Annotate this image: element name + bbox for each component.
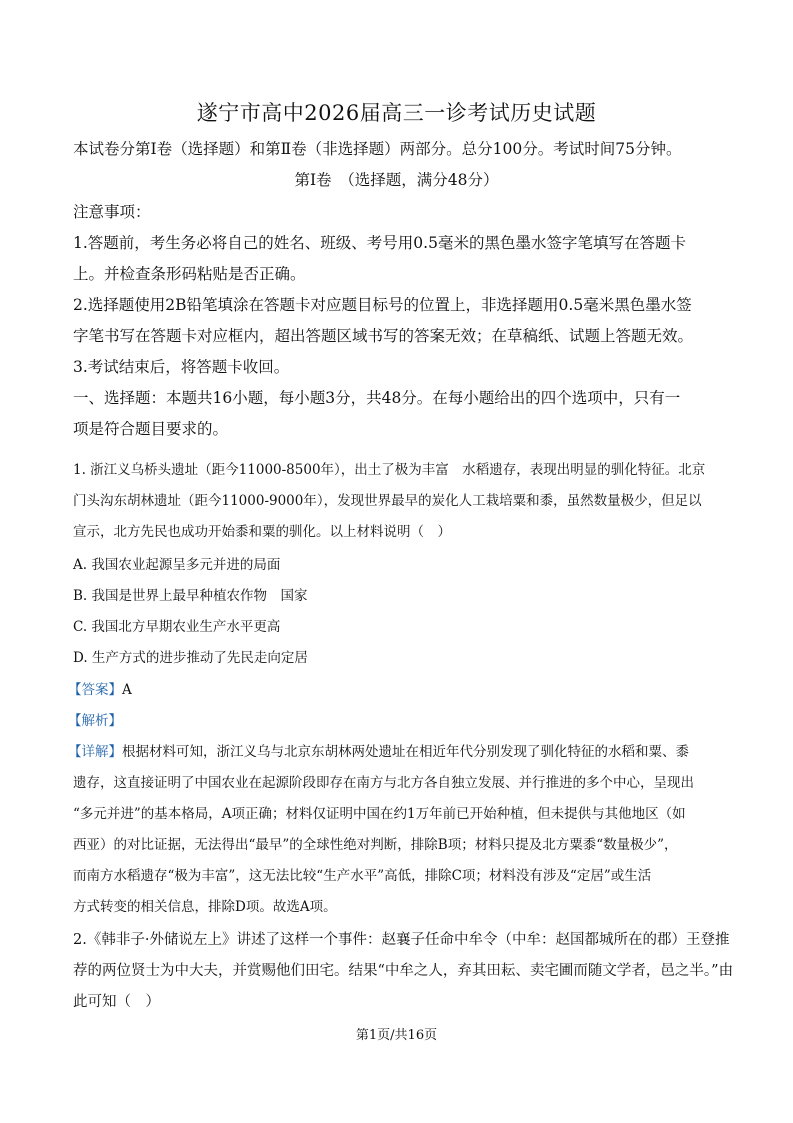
- part-one-instruction: 一、选择题：本题共16小题，每小题3分，共48分。在每小题给出的四个选项中，只有一: [73, 389, 681, 407]
- question-1-stem: 宣示，北方先民也成功开始黍和粟的驯化。以上材料说明（ ）: [73, 524, 451, 540]
- option-b: B. 我国是世界上最早种植农作物 国家: [73, 588, 308, 604]
- question-2-stem: 此可知（ ）: [73, 994, 160, 1010]
- detail-line: 西亚）的对比证据，无法得出“最早”的全球性绝对判断，排除B项；材料只提及北方粟黍“数量极少”，: [73, 837, 678, 853]
- notice-line: 1.答题前，考生务必将自己的姓名、班级、考号用0.5毫米的黑色墨水签字笔填写在答题卡: [73, 234, 686, 252]
- part-one-instruction: 项是符合题目要求的。: [73, 420, 229, 438]
- answer-line: [68, 678, 132, 698]
- question-1-stem: 1. 浙江义乌桥头遗址（距今11000-8500年），出土了极为丰富 水稻遗存，表现出明显的驯化特征。北京: [73, 462, 706, 478]
- page-title: 遂宁市高中2026届高三一诊考试历史试题: [196, 101, 597, 125]
- option-d: D. 生产方式的进步推动了先民走向定居: [73, 650, 308, 666]
- question-2-stem: 2.《韩非子·外储说左上》讲述了这样一个事件：赵襄子任命中牟令（中牟：赵国都城所在的郡）王登推: [73, 932, 730, 948]
- section-heading: 第Ⅰ卷 （选择题，满分48分）: [294, 171, 499, 189]
- option-a: A. 我国农业起源呈多元并进的局面: [73, 557, 281, 573]
- notice-line: 2.选择题使用2B铅笔填涂在答题卡对应题目标号的位置上，非选择题用0.5毫米黑色墨水签: [73, 296, 692, 314]
- analysis-tag: 【解析】: [68, 713, 122, 729]
- detail-line: “多元并进”的基本格局，A项正确；材料仅证明中国在约1万年前已开始种植，但未提供与其他地区（如: [73, 806, 686, 822]
- notice-line: 上。并检查条形码粘贴是否正确。: [73, 265, 306, 283]
- detail-line: 方式转变的相关信息，排除D项。故选A项。: [73, 899, 337, 915]
- notice-heading: 注意事项：: [73, 203, 151, 221]
- question-2-stem: 荐的两位贤士为中大夫，并赏赐他们田宅。结果“中牟之人，弃其田耘、卖宅圃而随文学者，邑之半。”由: [73, 963, 734, 979]
- detail-line: 【详解】根据材料可知，浙江义乌与北京东胡林两处遗址在相近年代分别发现了驯化特征的水稻和粟、黍: [68, 744, 689, 760]
- notice-line: 3.考试结束后，将答题卡收回。: [73, 358, 290, 376]
- detail-tag: 【详解】: [68, 744, 122, 760]
- detail-line: 而南方水稻遗存“极为丰富”，这无法比较“生产水平”高低，排除C项；材料没有涉及“定居”或生活: [73, 868, 652, 884]
- answer-tag: 【答案】: [68, 682, 122, 698]
- question-1-stem: 门头沟东胡林遗址（距今11000-9000年），发现世界最早的炭化人工栽培粟和黍，虽然数量极少，但足以: [73, 493, 702, 509]
- answer-value: A: [122, 682, 132, 698]
- notice-line: 字笔书写在答题卡对应框内，超出答题区域书写的答案无效；在草稿纸、试题上答题无效。: [73, 327, 694, 345]
- exam-intro: 本试卷分第Ⅰ卷（选择题）和第Ⅱ卷（非选择题）两部分。总分100分。考试时间75分钟。: [73, 140, 682, 158]
- detail-line: 遗存，这直接证明了中国农业在起源阶段即存在南方与北方各自独立发展、并行推进的多个中心，呈现出: [73, 775, 694, 791]
- page-number: 第1页/共16页: [355, 1028, 438, 1043]
- option-c: C. 我国北方早期农业生产水平更高: [73, 619, 281, 635]
